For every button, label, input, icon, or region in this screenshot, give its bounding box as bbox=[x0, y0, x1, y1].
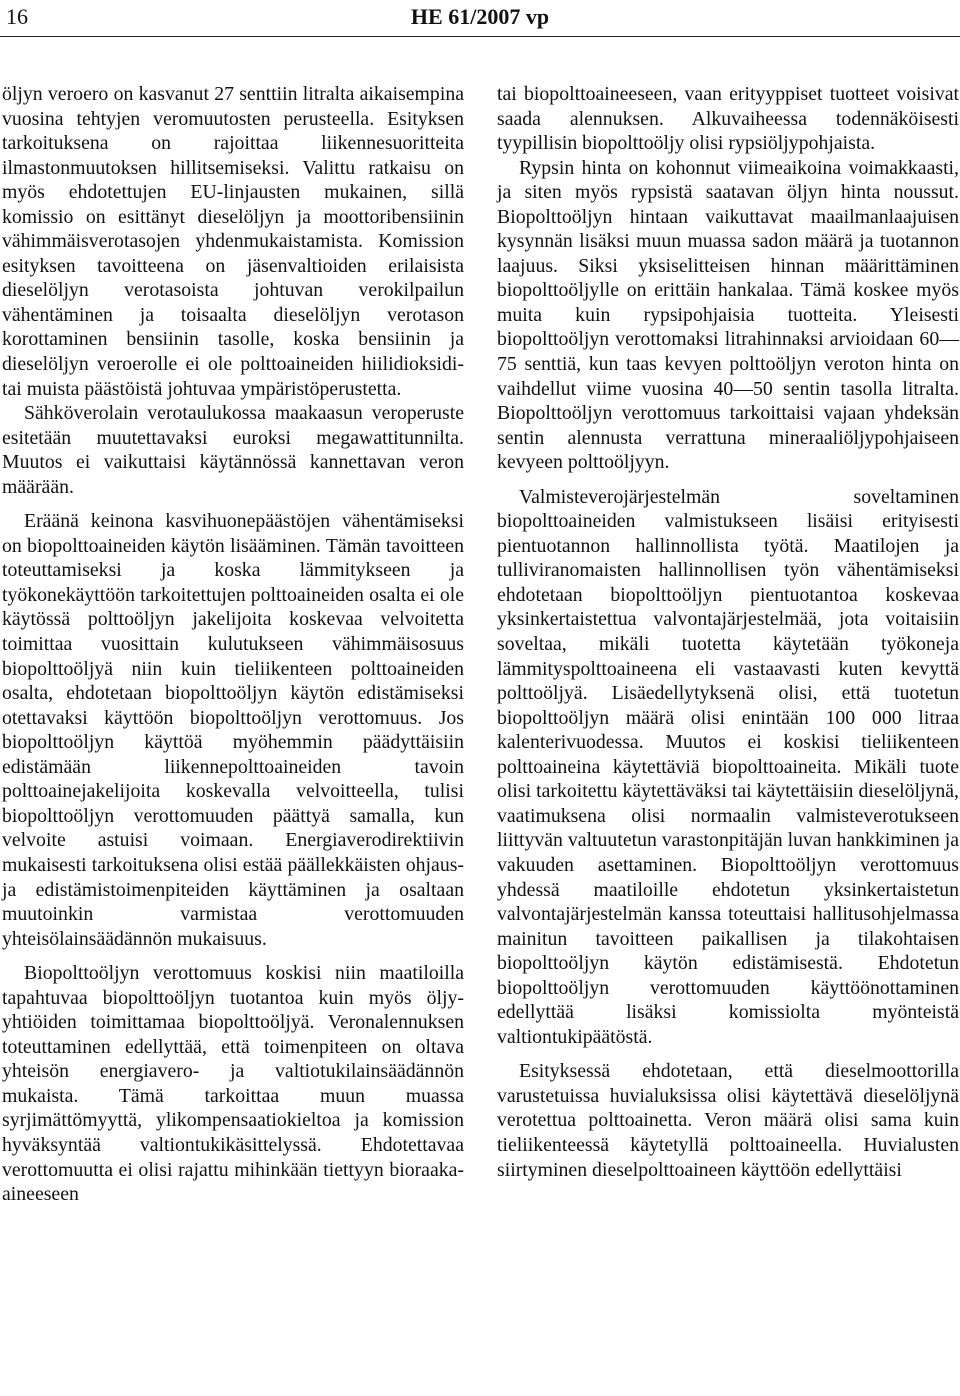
page-header bbox=[0, 0, 960, 40]
right-column bbox=[497, 82, 959, 1182]
paragraph: Esityksessä ehdotetaan, että dieselmoottorilla varustetuissa huvialuksissa olisi käytettävä dieselöljynä verotettua polttoainetta. Veron määrä olisi sama kuin tieliikenteessä käytetyllä polttoaineella. Huvialusten siirtyminen dieselpolttoaineen käyttöön edellyttäisi bbox=[497, 1060, 959, 1181]
page-number: 16 bbox=[6, 4, 28, 29]
paragraph: Sähköverolain verotaulukossa maakaasun veroperuste esitetään muutettavaksi euroksi megawattitunnilta. Muutos ei vaikuttaisi käytännössä kannettavan veron määrään. bbox=[2, 402, 464, 498]
paragraph: Valmisteverojärjestelmän soveltaminen biopolttoaineiden valmistukseen lisäisi erityisesti pientuotannon hallinnollista työtä. Maatilojen ja tulliviranomaisten hallinnollisen työn vähentämiseksi ehdotetaan biopolttoöljyn pientuotantoa koskevaa yksinkertaistettua valvontajärjestelmää, jota voitaisiin soveltaa, mikäli tuotetta käytetään työkoneja lämmityspolttoaineena eli vastaavasti kuten kevyttä polttoöljyä. Lisäedellytyksenä olisi, että tuotetun biopolttoöljyn määrä olisi enintään 100 000 litraa kalenterivuodessa. Muutos ei koskisi tieliikenteen polttoaineina käytettäviä biopolttoaineita. Mikäli tuote olisi tarkoitettu käytettäväksi tai käytettäisiin dieselöljynä, vaatimuksena olisi normaalin valmisteverotukseen liittyvän valtuutetun varastonpitäjän luvan hankkiminen ja vakuuden asettaminen. Biopolttoöljyn verottomuus yhdessä maatiloille ehdotetun yksinkertaistetun valvontajärjestelmän kanssa toteuttaisi hallitusohjelmassa mainitun tavoitteen paikallisen ja tilakohtaisen biopolttoöljyn käytön edistämisestä. Ehdotetun biopolttoöljyn verottomuuden käyttöönottaminen edellyttää lisäksi komissiolta myönteistä valtiontukipäätöstä. bbox=[497, 485, 960, 1048]
paragraph: öljyn veroero on kasvanut 27 senttiin litralta aikaisempina vuosina tehtyjen veromuutosten perusteella. Esityksen tarkoituksena on rajoittaa liikennesuoritteita ilmastonmuutoksen hillitsemiseksi. Valittu ratkaisu on myös ehdotettujen EU-linjausten mukainen, sillä komissio on esittänyt dieselöljyn ja moottoribensiinin vähimmäisverotasojen yhdenmukaistamista. Komission esityksen tavoitteena on jäsenvaltioiden erilaisista dieselöljyn verotasoista johtuvan verokilpailun vähentäminen ja toisaalta dieselöljyn verotason korottaminen bensiinin tasolle, koska bensiinin ja dieselöljyn veroerolle ei ole polttoaineiden hiilidioksidi- tai muista päästöistä johtuvaa ympäristöperustetta. bbox=[2, 83, 464, 400]
paragraph: Rypsin hinta on kohonnut viimeaikoina voimakkaasti, ja siten myös rypsistä saatavan öljyn hinta noussut. Biopolttoöljyn hintaan vaikuttavat maailmanlaajuisen kysynnän lisäksi muun muassa sadon määrä ja tuotannon laajuus. Siksi yksiselitteisen hinnan määrittäminen biopolttoöljylle on erittäin hankalaa. Tämä koskee myös muita kuin rypsipohjaisia tuotteita. Yleisesti biopolttoöljyn verottomaksi litrahinnaksi arvioidaan 60—75 senttiä, kun taas kevyen polttoöljyn veroton hinta on vaihdellut viime vuosina 40—50 sentin tasolla litralta. Biopolttoöljyn verottomuus tarkoittaisi vajaan yhdeksän sentin alennusta verrattuna mineraaliöljypohjaiseen kevyeen polttoöljyyn. bbox=[497, 156, 959, 474]
header-rule bbox=[0, 36, 960, 37]
paragraph: Biopolttoöljyn verottomuus koskisi niin maatiloilla tapahtuvaa biopolttoöljyn tuotantoa kuin myös öljy-yhtiöiden toimittamaa biopolttoöljyä. Veronalennuksen toteuttaminen edellyttää, että toimenpiteen on oltava yhteisön energiavero- ja valtiotukilainsäädännön mukaista. Tämä tarkoittaa muun muassa syrjimättömyyttä, ylikompensaatiokieltoa ja komission hyväksyntää valtiontukikäsittelyssä. Ehdotettavaa verottomuutta ei olisi rajattu mihinkään tiettyyn bioraaka-aineeseen bbox=[2, 962, 464, 1206]
document-id: HE 61/2007 vp bbox=[410, 4, 550, 29]
left-column bbox=[2, 82, 464, 1207]
paragraph: Eräänä keinona kasvihuonepäästöjen vähentämiseksi on biopolttoaineiden käytön lisääminen. Tämän tavoitteen toteuttamiseksi ja koska lämmitykseen ja työkonekäyttöön tarkoitettujen polttoaineiden osalta ei ole käytössä polttoöljyn jakelijoita koskevaa velvoitetta toimittaa vuosittain kulutukseen vähimmäisosuus biopolttoöljyä niin kuin tieliikenteen polttoaineiden osalta, ehdotetaan biopolttoöljyn käytön edistämiseksi otettavaksi käyttöön biopolttoöljyn verottomuus. Jos biopolttoöljyn käyttöä myöhemmin päädyttäisiin edistämään liikennepolttoaineiden tavoin polttoainejakelijoita koskevalla velvoitteella, tulisi biopolttoöljyn verottomuuden päättyä samalla, kun velvoite astuisi voimaan. Energiaverodirektiivin mukaisesti tarkoituksena olisi estää päällekkäisten ohjaus- ja edistämistoimenpiteiden käyttäminen ja osaltaan muutoinkin varmistaa verottomuuden yhteisölainsäädännön mukaisuus. bbox=[2, 510, 464, 950]
paragraph: tai biopolttoaineeseen, vaan erityyppiset tuotteet voisivat saada alennuksen. Alkuvaiheessa todennäköisesti tyypillisin biopolttoöljy olisi rypsiöljypohjaista. bbox=[497, 83, 959, 155]
